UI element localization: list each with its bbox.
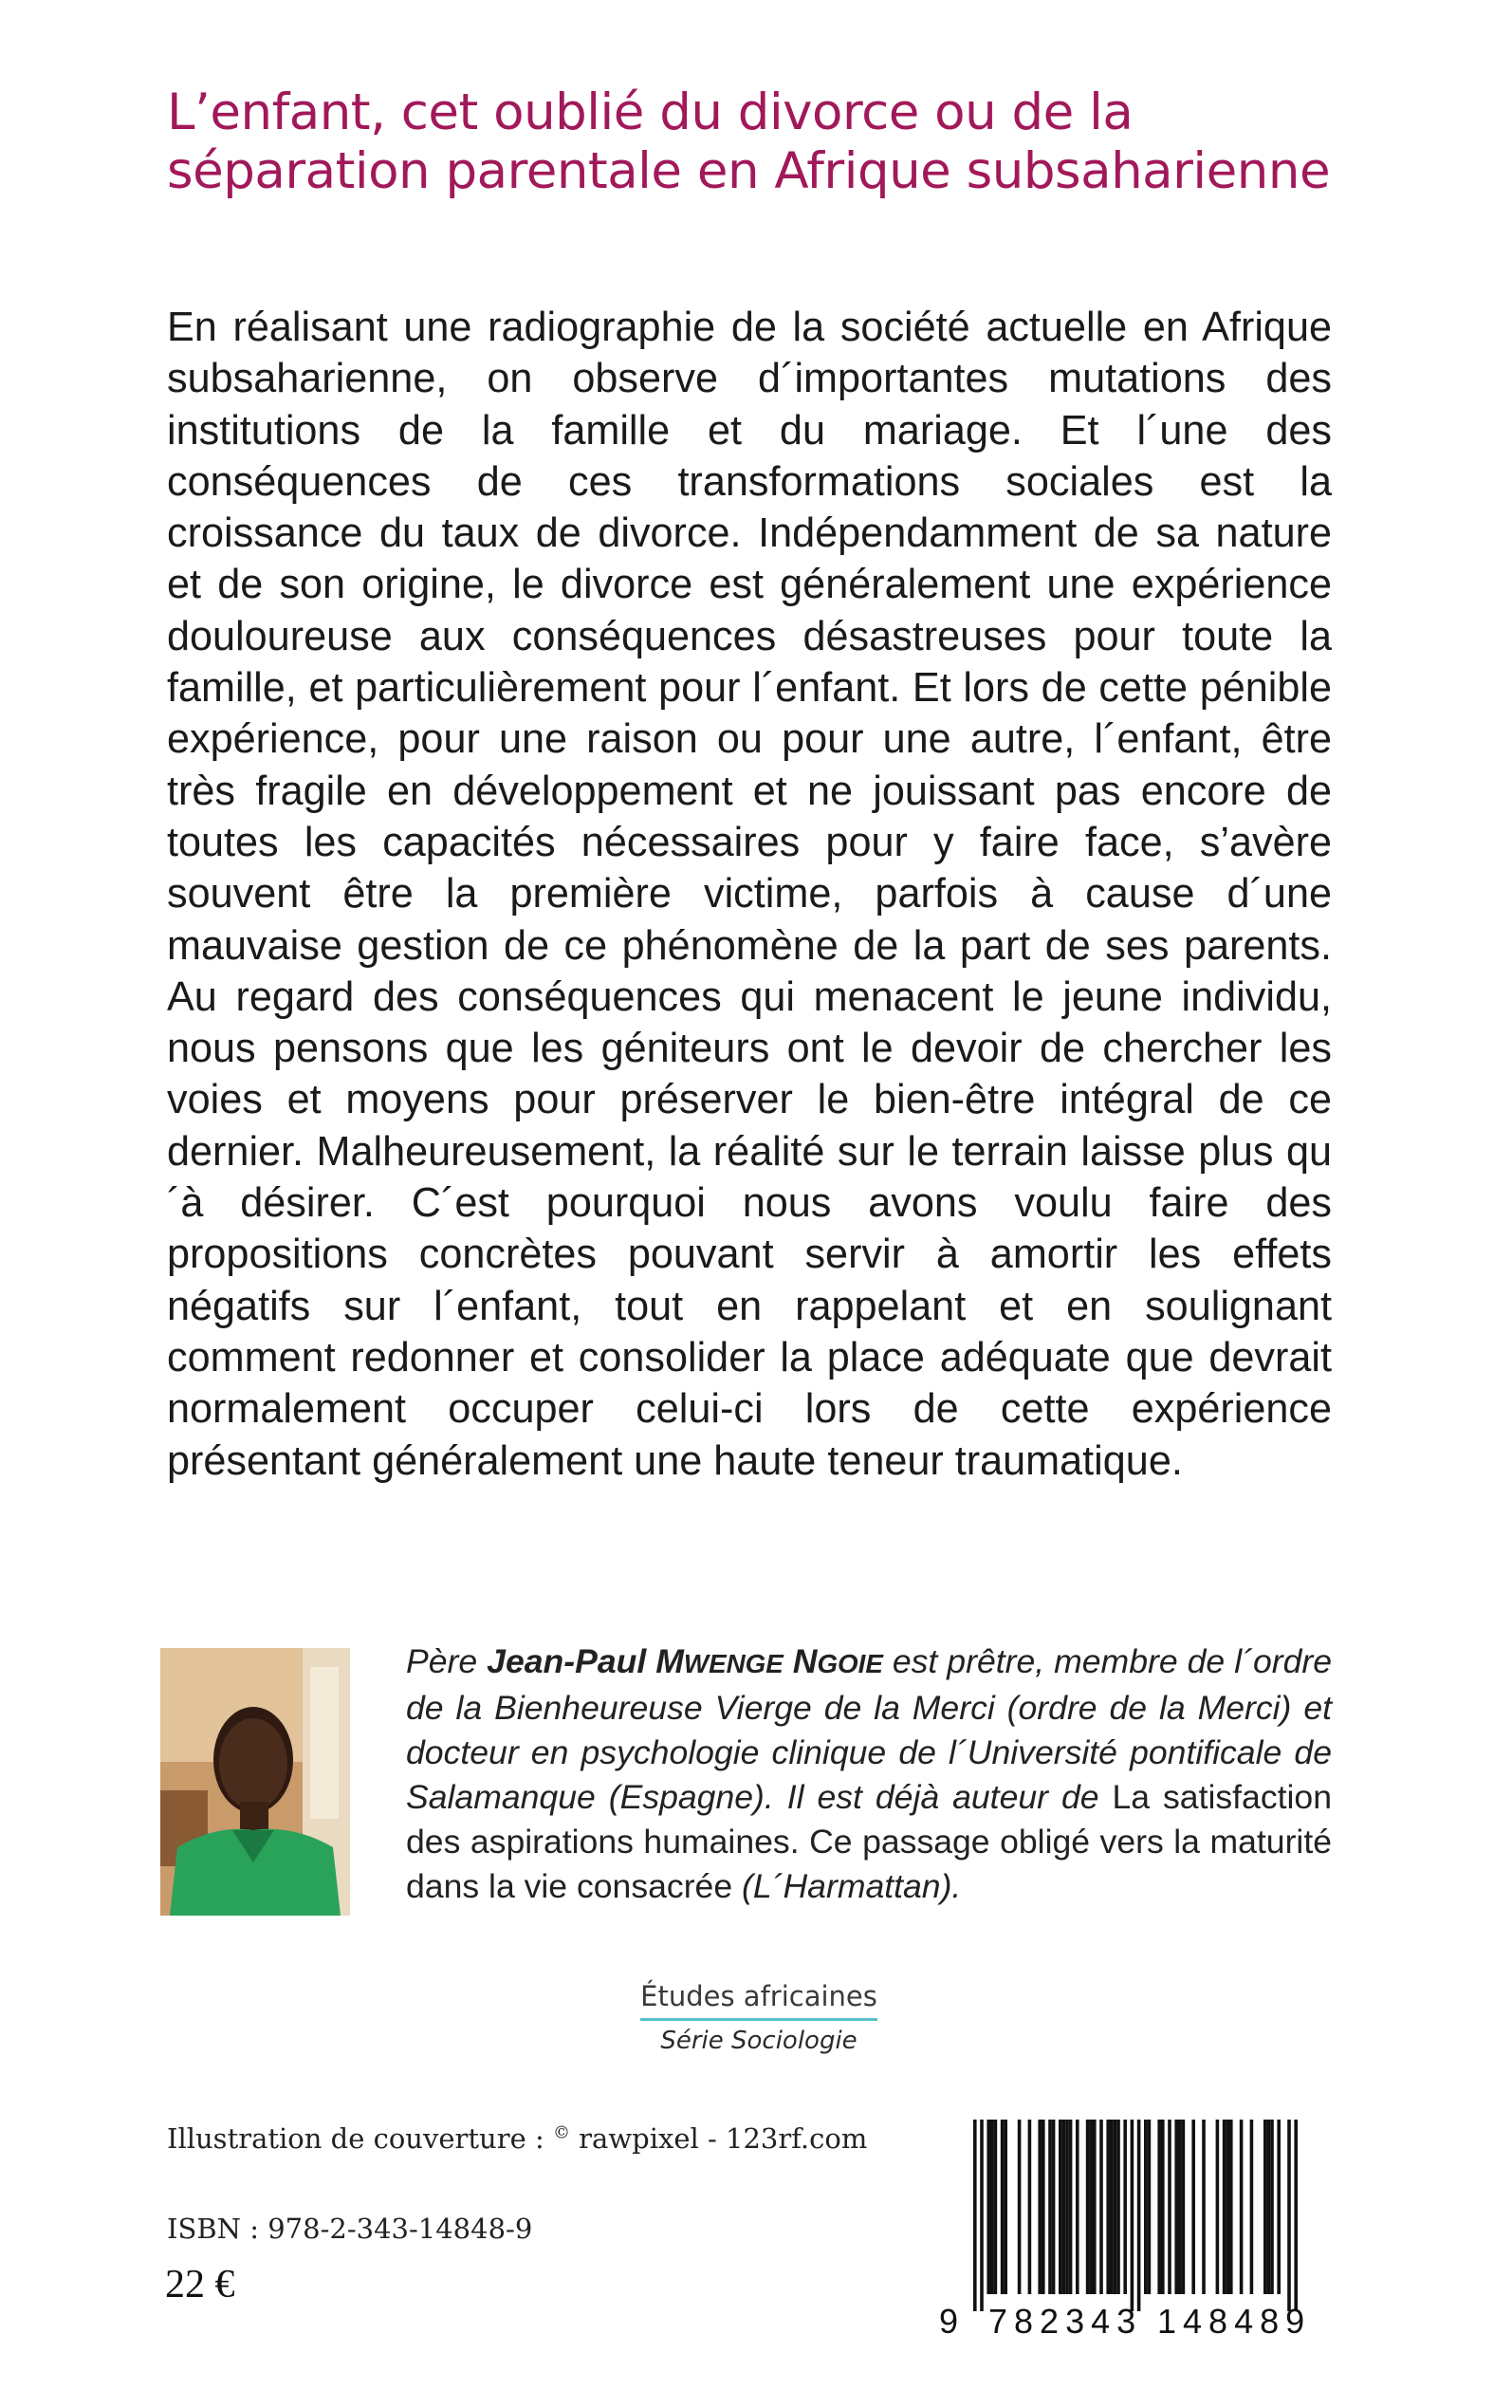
credit-label: Illustration de couverture : [167, 2122, 553, 2155]
barcode-bar [1110, 2120, 1114, 2294]
author-prefix: Père [406, 1642, 488, 1680]
author-last-name-2 [793, 1642, 883, 1680]
barcode-bar [1065, 2120, 1069, 2294]
author-last-name-2-rest: GOIE [817, 1649, 883, 1678]
barcode-bar [1202, 2120, 1206, 2294]
barcode-bar [1089, 2120, 1093, 2294]
barcode-bar [1157, 2120, 1161, 2294]
barcode-bar [1099, 2120, 1103, 2294]
barcode-bar [1052, 2120, 1056, 2294]
author-first-name: Jean-Paul [487, 1642, 647, 1680]
barcode-bar [1018, 2120, 1022, 2294]
barcode-first-digit: 9 [939, 2302, 959, 2341]
author-last-name-1 [655, 1642, 783, 1680]
barcode-bar [1106, 2120, 1110, 2294]
barcode-left-group: 782343 [988, 2302, 1143, 2341]
collection-name: Études africaines [640, 1980, 877, 2021]
barcode-bar [1161, 2120, 1165, 2294]
barcode-bar [1191, 2120, 1195, 2294]
barcode-bar [1263, 2120, 1267, 2294]
barcode-bar [1048, 2120, 1052, 2294]
author-bio-text: est prêtre, membre de l´ordre de la Bienheureuse Vierge de la Merci (ordre de la Merci) et docteur en psychologie clinique de l´Université pontificale de Salamanque (Espagne). Il est déjà auteur de [406, 1642, 1333, 1816]
barcode-bar [1174, 2120, 1178, 2294]
barcode-guard-bar [980, 2120, 984, 2311]
author-publisher: (L´Harmattan). [732, 1867, 962, 1905]
book-title: L’enfant, cet oublié du divorce ou de la séparation parentale en Afrique subsaharienne [167, 83, 1331, 200]
author-photo [160, 1648, 350, 1916]
barcode-bar [1144, 2120, 1148, 2294]
barcode-bar [1004, 2120, 1007, 2294]
barcode-bar [994, 2120, 998, 2294]
barcode-bar [1168, 2120, 1171, 2294]
barcode-bar [1148, 2120, 1152, 2294]
barcode-bar [1267, 2120, 1271, 2294]
barcode-bar [1250, 2120, 1254, 2294]
author-bio [406, 1639, 1332, 1909]
barcode-bar [1059, 2120, 1062, 2294]
author-last-name-1-rest: WENGE [683, 1649, 784, 1678]
barcode-bar [1116, 2120, 1120, 2294]
barcode-bar [1028, 2120, 1032, 2294]
cover-credit [167, 2122, 867, 2155]
barcode-guard-bar [973, 2120, 977, 2311]
barcode-bar [1123, 2120, 1127, 2294]
barcode-bar [986, 2120, 990, 2294]
barcode-guard-bar [1137, 2120, 1141, 2311]
barcode-bar [1216, 2120, 1220, 2294]
author-last-name-2-initial: N [792, 1642, 818, 1680]
barcode-bar [1223, 2120, 1226, 2294]
copyright-symbol: © [552, 2122, 570, 2143]
barcode-bar [1277, 2120, 1281, 2294]
barcode-bar [1069, 2120, 1073, 2294]
barcode-bars [933, 2116, 1332, 2315]
barcode-bar [1226, 2120, 1229, 2294]
price: 22 € [165, 2263, 235, 2306]
barcode-digits [933, 2302, 1332, 2347]
barcode-bar [1178, 2120, 1182, 2294]
barcode-bar [1270, 2120, 1274, 2294]
barcode-bar [1086, 2120, 1090, 2294]
credit-source: rawpixel - 123rf.com [569, 2122, 868, 2155]
barcode-guard-bar [1294, 2120, 1298, 2311]
isbn: ISBN : 978-2-343-14848-9 [167, 2213, 533, 2245]
series-block [569, 1980, 949, 2055]
barcode-guard-bar [1131, 2120, 1134, 2311]
barcode-bar [1240, 2120, 1244, 2294]
barcode [933, 2116, 1332, 2351]
summary-text: En réalisant une radiographie de la société actuelle en Afrique subsaharienne, on observe d´importantes mutations des institutions de la famille et du mariage. Et l´une des conséquences de ces transformations sociales est la croissance du taux de divorce. Indépendamment de sa nature et de son origine, le divorce est généralement une expérience douloureuse aux conséquences désastreuses pour toute la famille, et particulièrement pour l´enfant. Et lors de cette pénible expérience, pour une raison ou pour une autre, l´enfant, être très fragile en développement et ne jouissant pas encore de toutes les capacités nécessaires pour y faire face, s’avère souvent être la première victime, parfois à cause d´une mauvaise gestion de ce phénomène de la part de ses parents. Au regard des conséquences qui menacent le jeune individu, nous pensons que les géniteurs ont le devoir de chercher les voies et moyens pour préserver le bien-être intégral de ce dernier. Malheureusement, la réalité sur le terrain laisse plus qu´à désirer. C´est pourquoi nous avons voulu faire des propositions concrètes pouvant servir à amortir les effets négatifs sur l´enfant, tout en rappelant et en soulignant comment redonner et consolider la place adéquate que devrait normalement occuper celui-ci lors de cette expérience présentant généralement une haute teneur traumatique. [167, 305, 1332, 1484]
barcode-bar [1076, 2120, 1079, 2294]
barcode-right-group: 148489 [1157, 2302, 1312, 2341]
series-name: Série Sociologie [660, 2027, 857, 2055]
barcode-bar [1093, 2120, 1097, 2294]
barcode-guard-bar [1287, 2120, 1291, 2311]
barcode-bar [990, 2120, 994, 2294]
barcode-bar [1182, 2120, 1186, 2294]
barcode-bar [1229, 2120, 1233, 2294]
author-book-title: La satisfaction des aspirations humaines. Ce passage obligé vers la maturité dans la vie consacrée [406, 1778, 1332, 1905]
barcode-bar [1114, 2120, 1117, 2294]
barcode-bar [1038, 2120, 1042, 2294]
barcode-bar [1042, 2120, 1045, 2294]
barcode-bar [1001, 2120, 1005, 2294]
barcode-bar [1062, 2120, 1066, 2294]
author-last-name-1-initial: M [655, 1642, 684, 1680]
